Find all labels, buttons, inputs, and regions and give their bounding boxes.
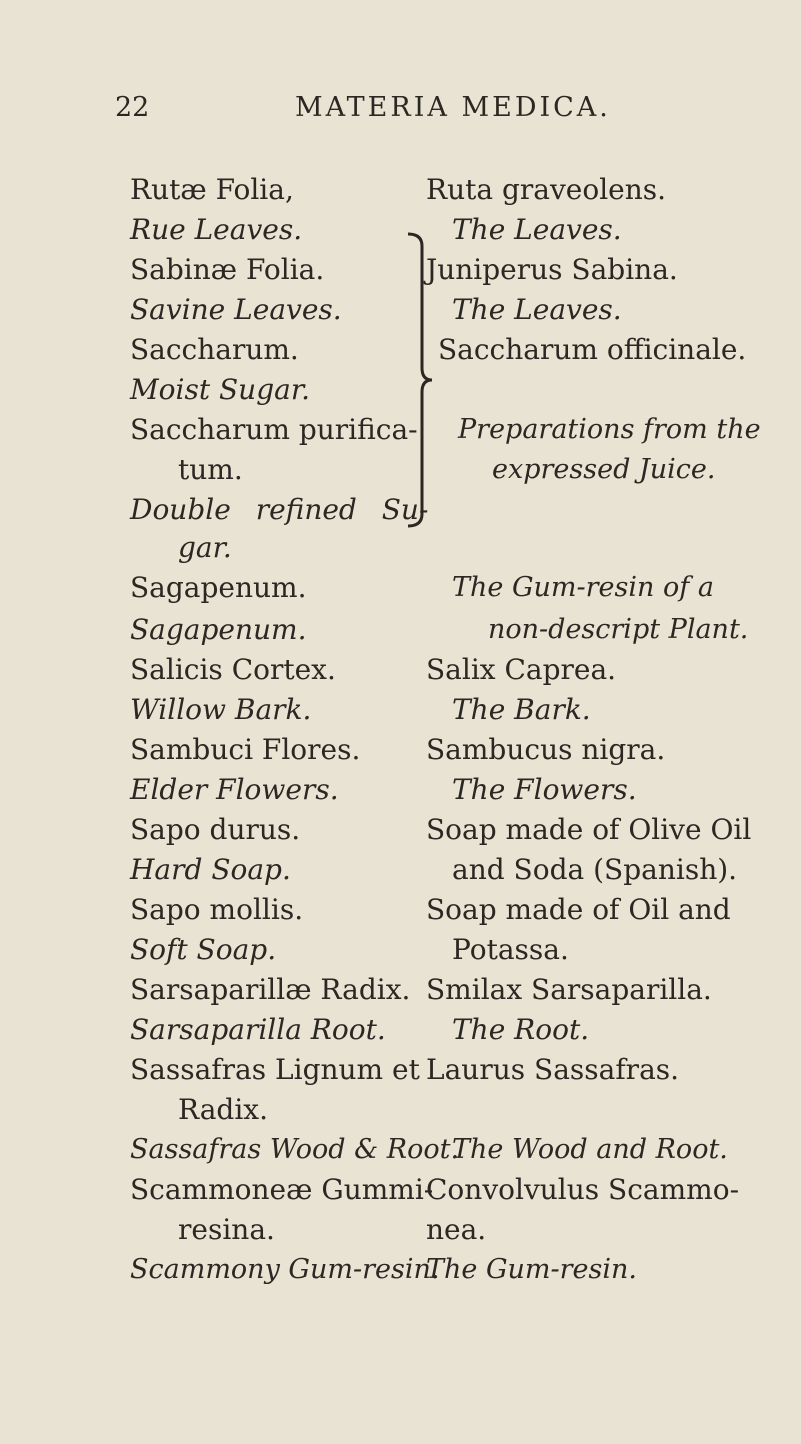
entry-english: Double refined Su-	[130, 493, 429, 526]
entry-latin: Scammoneæ Gummi-	[130, 1173, 434, 1206]
entry-english: Soft Soap.	[130, 933, 277, 966]
entry-botanical: Laurus Sassafras.	[426, 1053, 680, 1086]
entry-latin: Sambuci Flores.	[130, 733, 361, 766]
entry-latin-cont: resina.	[178, 1213, 275, 1246]
entry-part: The Bark.	[452, 693, 591, 726]
entry-latin: Sabinæ Folia.	[130, 253, 325, 286]
entry-part: The Wood and Root.	[452, 1134, 728, 1165]
entry-note: The Gum-resin of a	[452, 572, 714, 603]
entry-latin-cont: Radix.	[178, 1093, 268, 1126]
entry-botanical: Juniperus Sabina.	[426, 253, 678, 286]
entry-botanical: Smilax Sarsaparilla.	[426, 973, 712, 1006]
entry-english: Willow Bark.	[130, 693, 312, 726]
entry-latin: Sarsaparillæ Radix.	[130, 973, 411, 1006]
entry-english: Elder Flowers.	[130, 773, 339, 806]
entry-latin: Sapo mollis.	[130, 893, 304, 926]
entry-latin: Saccharum.	[130, 333, 299, 366]
entry-part: The Leaves.	[452, 293, 622, 326]
entry-botanical: Convolvulus Scammo-	[426, 1173, 740, 1206]
entry-latin: Sapo durus.	[130, 813, 301, 846]
page-number: 22	[115, 92, 150, 123]
entry-part: The Flowers.	[452, 773, 637, 806]
entry-english: Savine Leaves.	[130, 293, 342, 326]
running-title: MATERIA MEDICA.	[295, 92, 611, 123]
entry-latin-cont: tum.	[178, 453, 243, 486]
entry-english: Sassafras Wood & Root.	[130, 1134, 460, 1165]
entry-botanical: Soap made of Olive Oil	[426, 813, 752, 846]
entry-botanical: Ruta graveolens.	[426, 173, 667, 206]
entry-botanical-cont: and Soda (Spanish).	[452, 853, 738, 886]
entry-botanical-cont: Potassa.	[452, 933, 569, 966]
entry-part: The Gum-resin.	[426, 1254, 637, 1285]
entry-botanical: Soap made of Oil and	[426, 893, 731, 926]
entry-botanical: Sambucus nigra.	[426, 733, 666, 766]
entry-latin: Sagapenum.	[130, 571, 307, 604]
entry-botanical: Saccharum officinale.	[438, 333, 747, 366]
entry-english: Moist Sugar.	[130, 373, 311, 406]
entry-english: Hard Soap.	[130, 853, 291, 886]
entry-english: Rue Leaves.	[130, 213, 303, 246]
entry-latin: Saccharum purifica-	[130, 413, 418, 446]
entry-english-cont: gar.	[178, 531, 232, 564]
entry-botanical-cont: nea.	[426, 1213, 487, 1246]
entry-latin: Salicis Cortex.	[130, 653, 336, 686]
entry-latin: Sassafras Lignum et	[130, 1053, 420, 1086]
entry-english: Sagapenum.	[130, 613, 307, 646]
entry-note: expressed Juice.	[492, 454, 716, 485]
entry-part: The Root.	[452, 1013, 590, 1046]
entry-botanical: Salix Caprea.	[426, 653, 617, 686]
page-header	[115, 92, 755, 136]
entry-note: non-descript Plant.	[488, 614, 749, 645]
entry-english: Scammony Gum-resin.	[130, 1254, 440, 1285]
entry-note: Preparations from the	[458, 414, 761, 445]
entry-english: Sarsaparilla Root.	[130, 1013, 386, 1046]
entry-latin: Rutæ Folia,	[130, 173, 294, 206]
entry-part: The Leaves.	[452, 213, 622, 246]
